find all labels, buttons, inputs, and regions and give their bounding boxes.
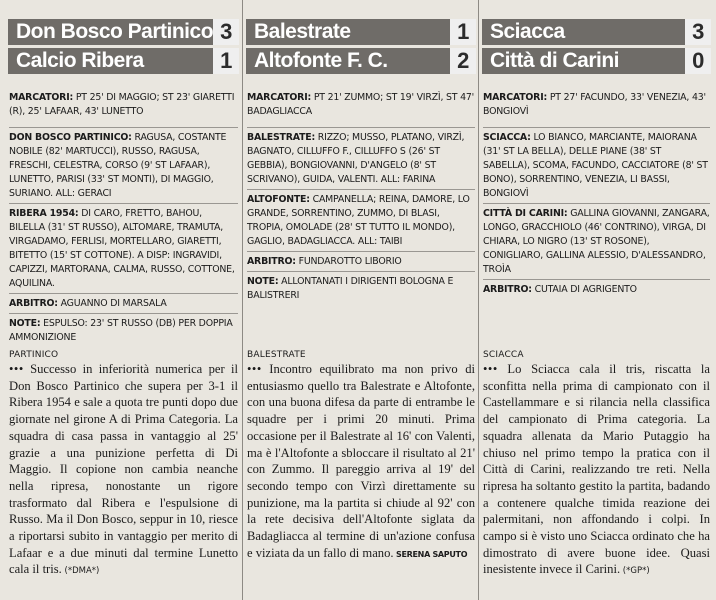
away-team-score: 1 xyxy=(213,48,239,74)
section-text: CAMPANELLA; REINA, DAMORE, LO GRANDE, SORRENTINO, ZUMMO, DI BLASI, TROPIA, OMOLADE (28' ST TUTTO IL MONDO), GAGLIO, BADAGLIACCA. ALL: TAIBI xyxy=(247,194,470,247)
section-text: RIZZO; MUSSO, PLATANO, VIRZÌ, BAGNATO, CILLUFFO F., CILLUFFO S (26' ST GEBBIA), BONGIOVANNI, D'ANGELO (8' ST SCRIVANO), GUIDA, VALENTI. ALL: FARINA xyxy=(247,132,465,185)
section-text: FUNDAROTTO LIBORIO xyxy=(295,256,402,267)
article-body: Lo Sciacca cala il tris, riscatta la sconfitta nella prima di campionato con il Castellammare e si rilancia nella classifica del campionato di Prima categoria. La squadra allenata da Mario Putaggio ha chiuso nel primo tempo la pratica con il Città di Carini, realizzando tre reti. Nella ripresa ha soltanto gestito la partita, badando a contenere qualche timida reazione dei palermitani, non affondando i colpi. In campo si è visto uno Sciacca ordinato che ha dimostrato di avere buone idee. Quasi inesistente invece il Carini. xyxy=(483,362,710,577)
section-text: LO BIANCO, MARCIANTE, MAIORANA (31' ST LA BELLA), DELLE PIANE (38' ST SABELLA), SCOMA, FACUNDO, CACCIATORE (8' ST BONO), SORRENTINO, VENEZIA, LI BASSI, BONGIOVÌ xyxy=(483,132,708,199)
section-key: MARCATORI: xyxy=(483,92,548,103)
away-team-name: Calcio Ribera xyxy=(16,49,144,72)
article-body: Incontro equilibrato ma non privo di entusiasmo quello tra Balestrate e Altofonte, con una buona difesa da parte di entrambe le squadre per i primi 20 minuti. Prima occasione per il Balestrate al 16' con Valenti, ma è l'Altofonte a sbloccare il risultato al 21' con Zummo. Il pareggio arriva al 19' del secondo tempo con Virzì direttamente su punizione, ma la partita si chiude al 92' con la rete decisiva dell'Altofonte siglata da Badagliacca al termine di un'azione confusa e viziata da un fallo di mano. xyxy=(247,362,475,560)
article-lead-dots: ••• xyxy=(9,362,24,376)
section-text: ESPULSO: 23' ST RUSSO (DB) PER DOPPIA AMMONIZIONE xyxy=(9,318,233,343)
article-body: Successo in inferiorità numerica per il Don Bosco Partinico che supera per 3-1 il Ribera 1954 e sale a quota tre punti dopo due giornate nel girone A di Prima Categoria. La squadra di casa passa in vantaggio al 25' grazie a una punizione perfetta di Di Maggio. Il copione non cambia neanche nella ripresa, nonostante un rigore trasformato dal Ribera e l'espulsione di Russo. Ma il Don Bosco, seppur in 10, riesce a riportarsi subito in vantaggio per merito di Lafaar e a due minuti dal termine Lunetto cala il tris. xyxy=(9,362,238,577)
away-team-bar xyxy=(8,48,239,74)
article-byline: SERENA SAPUTO xyxy=(393,549,468,559)
section-key: ARBITRO: xyxy=(9,298,58,309)
away-team-score: 0 xyxy=(685,48,711,74)
away-lineup-section xyxy=(247,189,475,249)
referee-section xyxy=(483,279,710,297)
section-key: RIBERA 1954: xyxy=(9,208,79,219)
section-key: NOTE: xyxy=(247,276,279,287)
section-key: SCIACCA: xyxy=(483,132,531,143)
away-team-bar xyxy=(482,48,711,74)
notes-section xyxy=(9,313,238,345)
article-text xyxy=(8,361,239,580)
match-column-3 xyxy=(482,0,711,600)
article-lead-dots: ••• xyxy=(483,362,498,376)
section-text: CUTAIA DI AGRIGENTO xyxy=(531,284,637,295)
section-text: DI CARO, FRETTO, BAHOU, BILELLA (31' ST RUSSO), ALTOMARE, TRAMUTA, VIRGADAMO, FERLISI, MORTELLARO, GIARETTI, BITETTO (15' ST COTTONE). A DISP: INGRAVIDI, CAPIZZI, MARTORANA, CALMA, RUSSO, COTTONE, AQUILINA. xyxy=(9,208,235,289)
section-key: NOTE: xyxy=(9,318,41,329)
section-text: GALLINA GIOVANNI, ZANGARA, LONGO, GRACCHIOLO (46' CONTRINO), VIRGA, DI CHIARA, LO NIGRO (13' ST ROSONE), CONIGLIARO, GALLINA ALESSIO, D'ALESSANDRO, TROÌA xyxy=(483,208,710,275)
home-lineup-section xyxy=(247,127,475,187)
away-lineup-section xyxy=(483,203,710,277)
section-key: DON BOSCO PARTINICO: xyxy=(9,132,132,143)
away-team-bar xyxy=(246,48,476,74)
home-team-bar xyxy=(8,19,239,45)
article-text xyxy=(246,361,476,563)
article-place: BALESTRATE xyxy=(247,350,306,360)
section-key: ARBITRO: xyxy=(483,284,532,295)
section-text: PT 21' ZUMMO; ST 19' VIRZÌ, ST 47' BADAGLIACCA xyxy=(247,92,475,117)
section-key: BALESTRATE: xyxy=(247,132,316,143)
away-lineup-section xyxy=(9,203,238,291)
home-lineup-section xyxy=(483,127,710,201)
match-box xyxy=(482,88,711,297)
match-column-2 xyxy=(246,0,476,600)
column-divider xyxy=(478,0,479,600)
section-key: ARBITRO: xyxy=(247,256,296,267)
referee-section xyxy=(9,293,238,311)
section-key: ALTOFONTE: xyxy=(247,194,310,205)
home-team-bar xyxy=(482,19,711,45)
home-team-score: 3 xyxy=(685,19,711,45)
scorers-section xyxy=(483,88,710,119)
column-divider xyxy=(242,0,243,600)
article-place: SCIACCA xyxy=(483,350,524,360)
article-block xyxy=(246,350,476,563)
home-team-name: Balestrate xyxy=(254,20,351,43)
article-place: PARTINICO xyxy=(9,350,59,360)
article-lead-dots: ••• xyxy=(247,362,262,376)
match-box xyxy=(8,88,239,345)
away-team-name: Città di Carini xyxy=(490,49,620,72)
home-team-bar xyxy=(246,19,476,45)
home-team-score: 3 xyxy=(213,19,239,45)
article-block xyxy=(8,350,239,580)
article-signature: (*DMA*) xyxy=(61,566,100,577)
section-key: MARCATORI: xyxy=(247,92,312,103)
section-text: ALLONTANATI I DIRIGENTI BOLOGNA E BALISTRERI xyxy=(247,276,454,301)
notes-section xyxy=(247,271,475,303)
article-text xyxy=(482,361,711,580)
section-text: RAGUSA, COSTANTE NOBILE (82' MARTUCCI), RUSSO, RAGUSA, FRESCHI, CELESTRA, CORSO (9' ST LAFAAR), LUNETTO, PARISI (33' ST MONTI), DI MAGGIO, SURIANO. ALL: GERACI xyxy=(9,132,227,199)
referee-section xyxy=(247,251,475,269)
section-text: PT 27' FACUNDO, 33' VENEZIA, 43' BONGIOVÌ xyxy=(483,92,706,117)
section-text: AGUANNO DI MARSALA xyxy=(57,298,167,309)
away-team-score: 2 xyxy=(450,48,476,74)
home-team-name: Don Bosco Partinico xyxy=(16,20,214,43)
match-column-1 xyxy=(8,0,239,600)
section-key: CITTÀ DI CARINI: xyxy=(483,208,568,219)
section-text: PT 25' DI MAGGIO; ST 23' GIARETTI (R), 25' LAFAAR, 43' LUNETTO xyxy=(9,92,235,117)
section-key: MARCATORI: xyxy=(9,92,74,103)
scorers-section xyxy=(9,88,238,119)
home-team-score: 1 xyxy=(450,19,476,45)
home-team-name: Sciacca xyxy=(490,20,565,43)
scorers-section xyxy=(247,88,475,119)
article-signature: (*GP*) xyxy=(620,566,650,577)
away-team-name: Altofonte F. C. xyxy=(254,49,388,72)
home-lineup-section xyxy=(9,127,238,201)
match-box xyxy=(246,88,476,303)
article-block xyxy=(482,350,711,580)
